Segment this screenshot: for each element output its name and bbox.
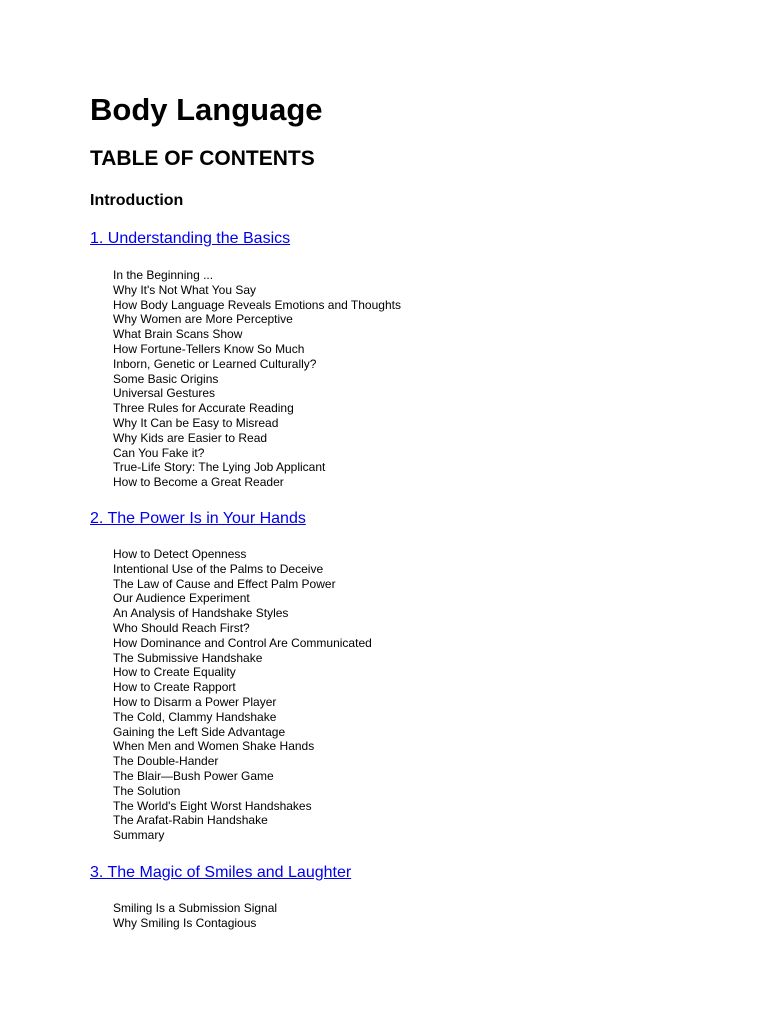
section-item: How to Disarm a Power Player	[113, 694, 277, 709]
section-item: Who Should Reach First?	[113, 620, 250, 635]
section-item: How to Detect Openness	[113, 547, 247, 561]
section-item: Why Women are More Perceptive	[113, 312, 293, 327]
section-item: In the Beginning ...	[113, 268, 214, 282]
toc-heading: TABLE OF CONTENTS	[90, 147, 315, 170]
section-item: The Cold, Clammy Handshake	[113, 709, 277, 724]
section-item: How to Create Equality	[113, 665, 236, 680]
section-item: How to Become a Great Reader	[113, 475, 284, 490]
section-item: The Solution	[113, 783, 181, 798]
chapter-2-link[interactable]: 2. The Power Is in Your Hands	[90, 510, 306, 527]
section-item: An Analysis of Handshake Styles	[113, 606, 289, 621]
section-item: Smiling Is a Submission Signal	[113, 901, 278, 915]
section-item: Gaining the Left Side Advantage	[113, 724, 286, 739]
section-item: Universal Gestures	[113, 386, 216, 401]
section-item: Can You Fake it?	[113, 445, 205, 460]
section-item: The Blair—Bush Power Game	[113, 768, 274, 783]
section-item: How to Create Rapport	[113, 680, 236, 695]
section-item: Three Rules for Accurate Reading	[113, 401, 294, 416]
chapter-3-section-list	[113, 901, 277, 931]
section-item: Why It Can be Easy to Misread	[113, 415, 279, 430]
section-item: True-Life Story: The Lying Job Applicant	[113, 460, 326, 475]
section-item: When Men and Women Shake Hands	[113, 739, 315, 754]
section-item: Why Kids are Easier to Read	[113, 430, 268, 445]
section-item: Why It's Not What You Say	[113, 282, 257, 297]
section-item: Summary	[113, 828, 165, 843]
chapter-1-section-list	[113, 268, 401, 490]
section-item: Why Smiling Is Contagious	[113, 915, 257, 930]
chapter-2-section-list	[113, 547, 372, 843]
section-item: Intentional Use of the Palms to Deceive	[113, 561, 324, 576]
section-item: Inborn, Genetic or Learned Culturally?	[113, 356, 317, 371]
section-item: Our Audience Experiment	[113, 591, 250, 606]
section-item: How Dominance and Control Are Communicated	[113, 635, 372, 650]
chapter-3-link[interactable]: 3. The Magic of Smiles and Laughter	[90, 864, 352, 881]
section-item: The Double-Hander	[113, 754, 219, 769]
section-item: How Body Language Reveals Emotions and Thoughts	[113, 297, 401, 312]
section-item: What Brain Scans Show	[113, 327, 243, 342]
section-item: The Law of Cause and Effect Palm Power	[113, 576, 336, 591]
section-item: Some Basic Origins	[113, 371, 219, 386]
section-item: The Submissive Handshake	[113, 650, 263, 665]
section-item: The Arafat-Rabin Handshake	[113, 813, 268, 828]
section-item: The World's Eight Worst Handshakes	[113, 798, 312, 813]
chapter-1-link[interactable]: 1. Understanding the Basics	[90, 230, 291, 247]
book-title: Body Language	[90, 92, 323, 127]
introduction-heading: Introduction	[90, 192, 184, 209]
section-item: How Fortune-Tellers Know So Much	[113, 341, 305, 356]
